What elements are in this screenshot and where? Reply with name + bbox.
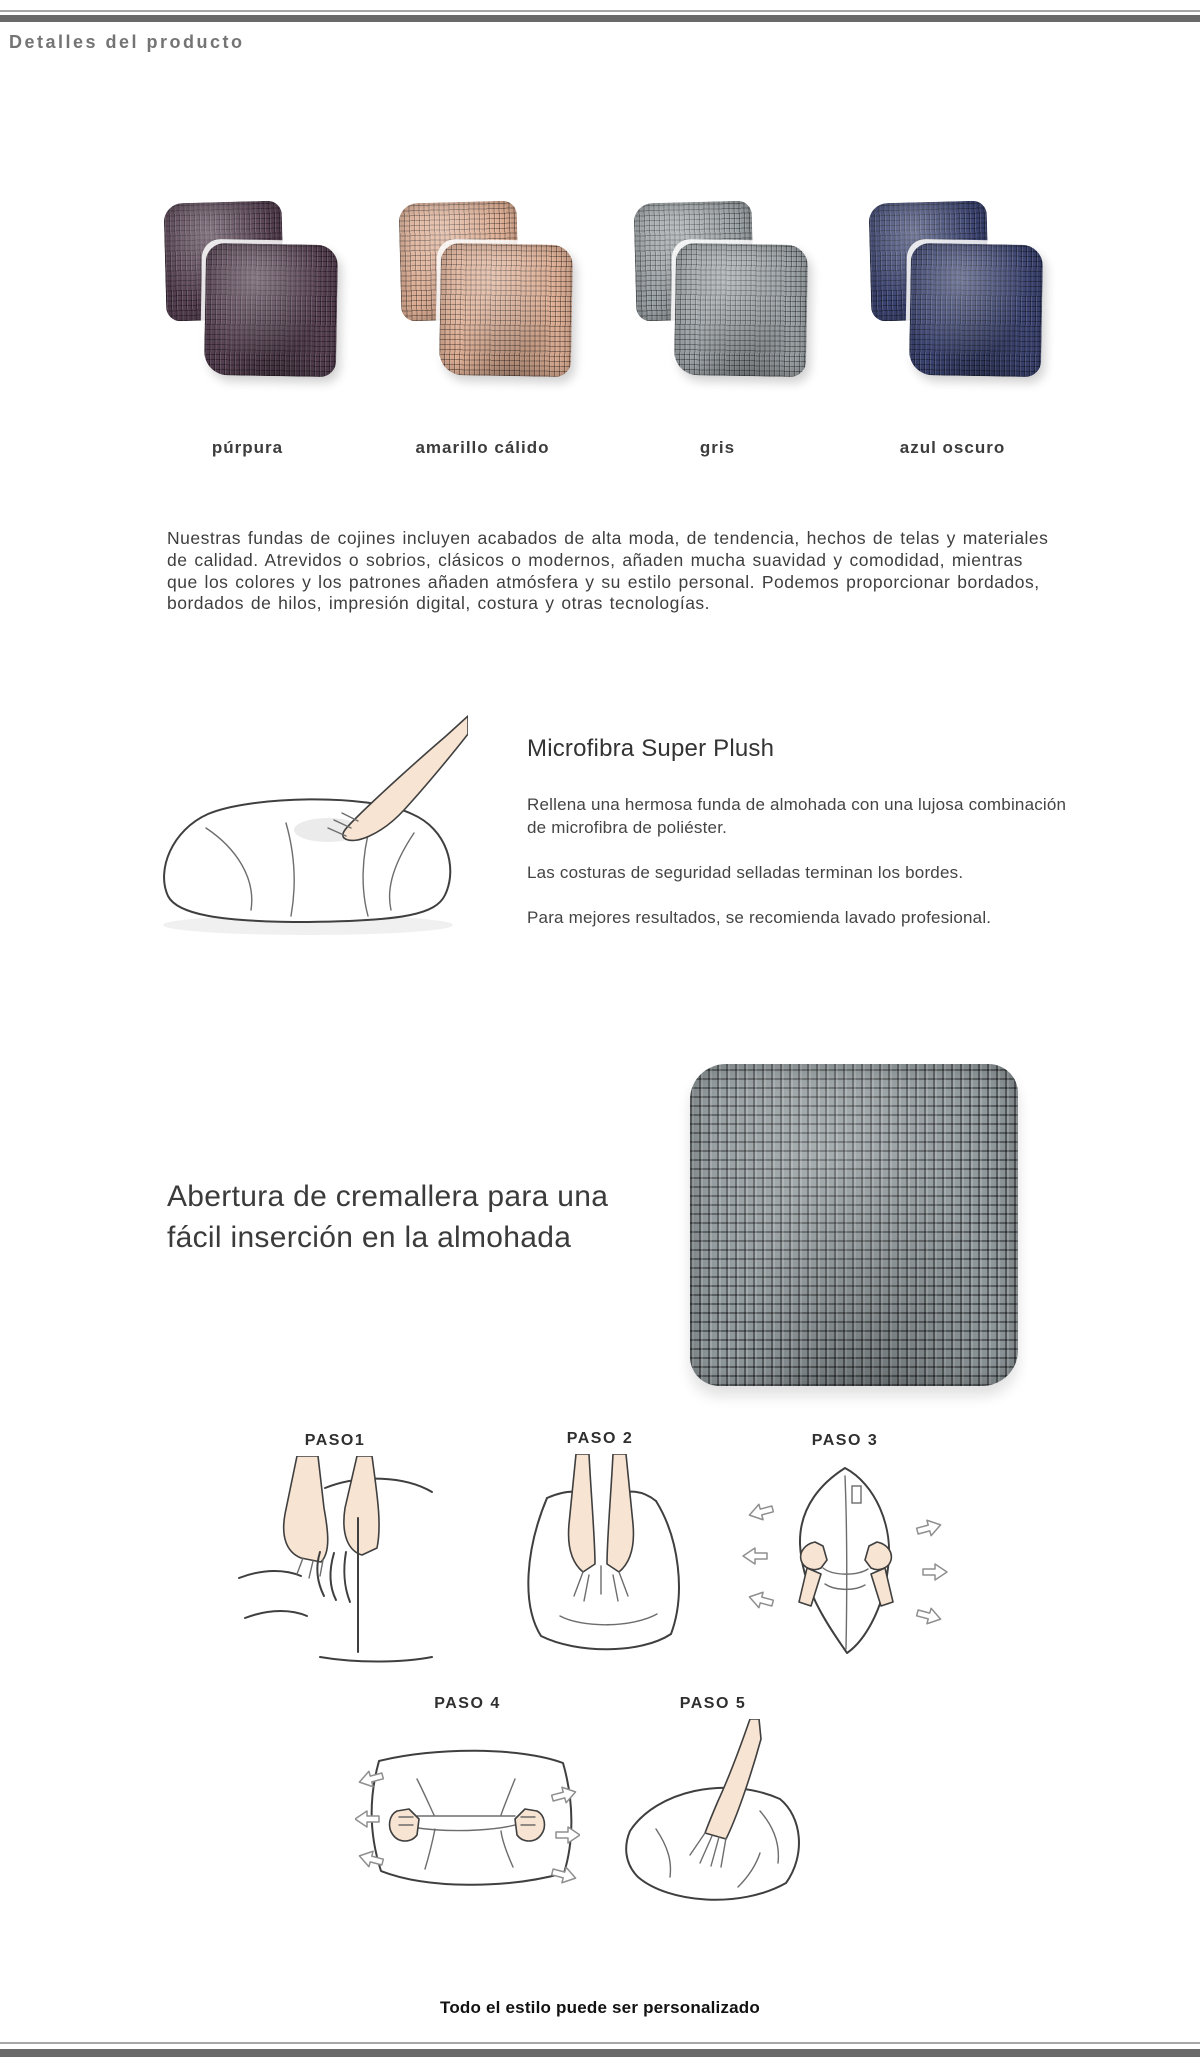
top-divider-thin [0, 10, 1200, 12]
top-divider-thick [0, 15, 1200, 22]
pillow-front-icon [203, 243, 337, 377]
swatch-gray [613, 196, 823, 458]
pillow-press-photo [146, 678, 468, 946]
step-4 [355, 1695, 580, 1934]
color-swatch-row [0, 196, 1200, 458]
pillow-pair-purple-image [143, 196, 353, 386]
page-title: Detalles del producto [9, 32, 245, 52]
footer-note: Todo el estilo puede ser personalizado [440, 1998, 760, 2017]
microfiber-heading: Microfibra Super Plush [527, 735, 775, 762]
step-2 [490, 1430, 710, 1669]
swatch-dark-blue [848, 196, 1058, 458]
swatch-label-dark-blue: azul oscuro [899, 438, 1006, 457]
step-5 [598, 1695, 828, 1934]
bottom-divider-thick [0, 2049, 1200, 2057]
microfiber-section [527, 735, 1067, 951]
microfiber-paragraph-1: Rellena una hermosa funda de almohada con una lujosa combinación de microfibra de poliéster. [527, 795, 1067, 837]
step-5-illustration [598, 1719, 828, 1934]
swatch-label-gray: gris [699, 438, 736, 457]
step-3 [735, 1432, 955, 1671]
pillow-pair-gray-image [613, 196, 823, 386]
swatch-purple [143, 196, 353, 458]
pillow-pair-dark-blue-image [848, 196, 1058, 386]
step-3-label: PASO 3 [811, 1432, 879, 1449]
swatch-label-warm-yellow: amarillo cálido [415, 438, 550, 457]
intro-paragraph: Nuestras fundas de cojines incluyen acabados de alta moda, de tendencia, hechos de telas y materiales de calidad. Atrevidos o sobrios, clásicos o modernos, añaden mucha suavidad y comodidad, mientras que los colores y los patrones añaden atmósfera y su estilo personal. Podemos proporcionar bordados, bordados de hilos, impresión digital, costura y otras tecnologías. [167, 528, 1049, 614]
swatch-warm-yellow [378, 196, 588, 458]
step-5-label: PASO 5 [679, 1695, 747, 1712]
step-1-label: PASO1 [304, 1432, 366, 1449]
step-1-illustration [225, 1456, 445, 1671]
step-4-label: PASO 4 [434, 1695, 501, 1712]
step-1 [225, 1432, 445, 1671]
swatch-label-purple: púrpura [211, 438, 284, 457]
microfiber-paragraph-3: Para mejores resultados, se recomienda lavado profesional. [527, 908, 992, 927]
step-2-label: PASO 2 [566, 1430, 634, 1447]
step-4-illustration [355, 1719, 580, 1934]
step-3-illustration [735, 1456, 955, 1671]
bottom-divider-thin [0, 2042, 1200, 2044]
gray-pillow-photo [690, 1064, 1018, 1386]
pillow-front-icon [673, 243, 807, 377]
zipper-heading: Abertura de cremallera para una fácil inserción en la almohada [167, 1180, 609, 1254]
pillow-front-icon [438, 243, 572, 377]
step-2-illustration [490, 1454, 710, 1669]
microfiber-paragraph-2: Las costuras de seguridad selladas terminan los bordes. [527, 863, 964, 882]
pillow-front-icon [908, 243, 1042, 377]
pillow-pair-warm-yellow-image [378, 196, 588, 386]
